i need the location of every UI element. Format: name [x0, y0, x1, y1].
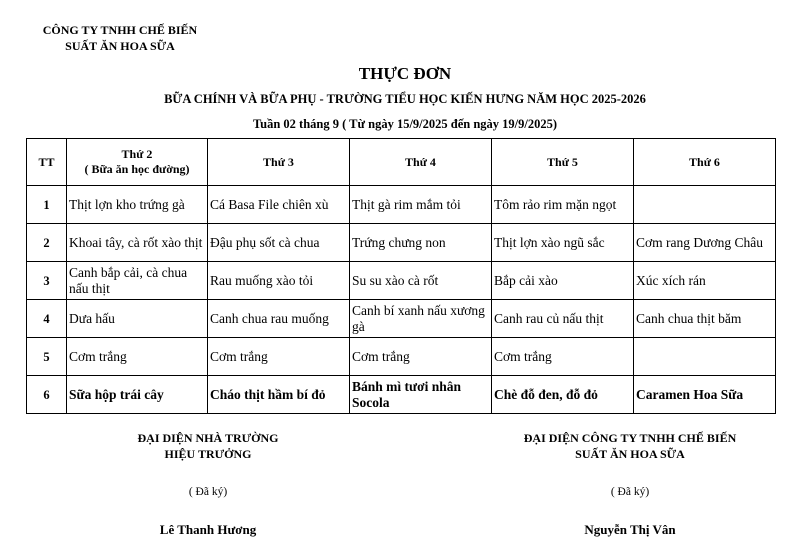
company-name-line1: CÔNG TY TNHH CHẾ BIẾN [42, 23, 198, 37]
page-title: THỰC ĐƠN [358, 64, 452, 83]
cell-thursday: Chè đỗ đen, đỗ đỏ [492, 376, 634, 414]
cell-friday [634, 338, 776, 376]
signatory-name: Nguyễn Thị Vân [584, 522, 676, 537]
row-number: 2 [27, 224, 67, 262]
column-header-tuesday: Thứ 3 [208, 139, 350, 186]
row-number: 1 [27, 186, 67, 224]
table-header-row [27, 139, 776, 186]
column-header-wednesday: Thứ 4 [350, 139, 492, 186]
week-range: Tuần 02 tháng 9 ( Từ ngày 15/9/2025 đến ngày 19/9/2025) [252, 117, 558, 131]
signature-role-line2: HIỆU TRƯỞNG [164, 447, 252, 461]
table-row [27, 262, 776, 300]
cell-tuesday: Rau muống xào tỏi [208, 262, 350, 300]
cell-tuesday: Cháo thịt hầm bí đỏ [208, 376, 350, 414]
cell-monday: Canh bắp cải, cà chua nấu thịt [67, 262, 208, 300]
row-number: 5 [27, 338, 67, 376]
cell-wednesday: Bánh mì tươi nhân Socola [350, 376, 492, 414]
cell-tuesday: Cơm trắng [208, 338, 350, 376]
company-name-line2: SUẤT ĂN HOA SỮA [65, 39, 175, 53]
column-header-monday [67, 139, 208, 186]
signatory-name: Lê Thanh Hương [159, 522, 257, 537]
table-row [27, 224, 776, 262]
column-header-tt: TT [27, 139, 67, 186]
cell-thursday: Bắp cải xào [492, 262, 634, 300]
cell-monday: Thịt lợn kho trứng gà [67, 186, 208, 224]
cell-friday: Caramen Hoa Sữa [634, 376, 776, 414]
cell-friday: Cơm rang Dương Châu [634, 224, 776, 262]
cell-friday: Xúc xích rán [634, 262, 776, 300]
signature-note: ( Đã ký) [188, 486, 228, 498]
cell-tuesday: Canh chua rau muống [208, 300, 350, 338]
menu-table [26, 138, 776, 414]
column-header-thursday: Thứ 5 [492, 139, 634, 186]
column-header-monday-note: ( Bữa ăn học đường) [84, 162, 190, 176]
table-row [27, 186, 776, 224]
signature-role-line1: ĐẠI DIỆN NHÀ TRƯỜNG [137, 431, 279, 445]
table-row [27, 300, 776, 338]
row-number: 6 [27, 376, 67, 414]
signature-role-line2: SUẤT ĂN HOA SỮA [575, 447, 685, 461]
cell-monday: Khoai tây, cà rốt xào thịt [67, 224, 208, 262]
cell-thursday: Thịt lợn xào ngũ sắc [492, 224, 634, 262]
cell-monday: Sữa hộp trái cây [67, 376, 208, 414]
row-number: 4 [27, 300, 67, 338]
column-header-friday: Thứ 6 [634, 139, 776, 186]
row-number: 3 [27, 262, 67, 300]
cell-thursday: Canh rau củ nấu thịt [492, 300, 634, 338]
company-header [20, 22, 220, 54]
cell-friday [634, 186, 776, 224]
signature-role-line1: ĐẠI DIỆN CÔNG TY TNHH CHẾ BIẾN [523, 431, 737, 445]
page-subtitle: BỮA CHÍNH VÀ BỮA PHỤ - TRƯỜNG TIỂU HỌC KIẾN HƯNG NĂM HỌC 2025-2026 [164, 92, 646, 106]
cell-wednesday: Trứng chưng non [350, 224, 492, 262]
cell-thursday: Tôm rảo rim mặn ngọt [492, 186, 634, 224]
cell-tuesday: Cá Basa File chiên xù [208, 186, 350, 224]
cell-wednesday: Su su xào cà rốt [350, 262, 492, 300]
table-row [27, 338, 776, 376]
cell-wednesday: Cơm trắng [350, 338, 492, 376]
cell-monday: Cơm trắng [67, 338, 208, 376]
cell-tuesday: Đậu phụ sốt cà chua [208, 224, 350, 262]
column-header-monday-day: Thứ 2 [121, 147, 153, 161]
cell-monday: Dưa hấu [67, 300, 208, 338]
cell-wednesday: Thịt gà rim mắm tỏi [350, 186, 492, 224]
cell-wednesday: Canh bí xanh nấu xương gà [350, 300, 492, 338]
cell-friday: Canh chua thịt băm [634, 300, 776, 338]
signature-block-school [108, 430, 308, 538]
signature-block-company [480, 430, 780, 538]
cell-thursday: Cơm trắng [492, 338, 634, 376]
signature-note: ( Đã ký) [610, 486, 650, 498]
table-row-snack [27, 376, 776, 414]
